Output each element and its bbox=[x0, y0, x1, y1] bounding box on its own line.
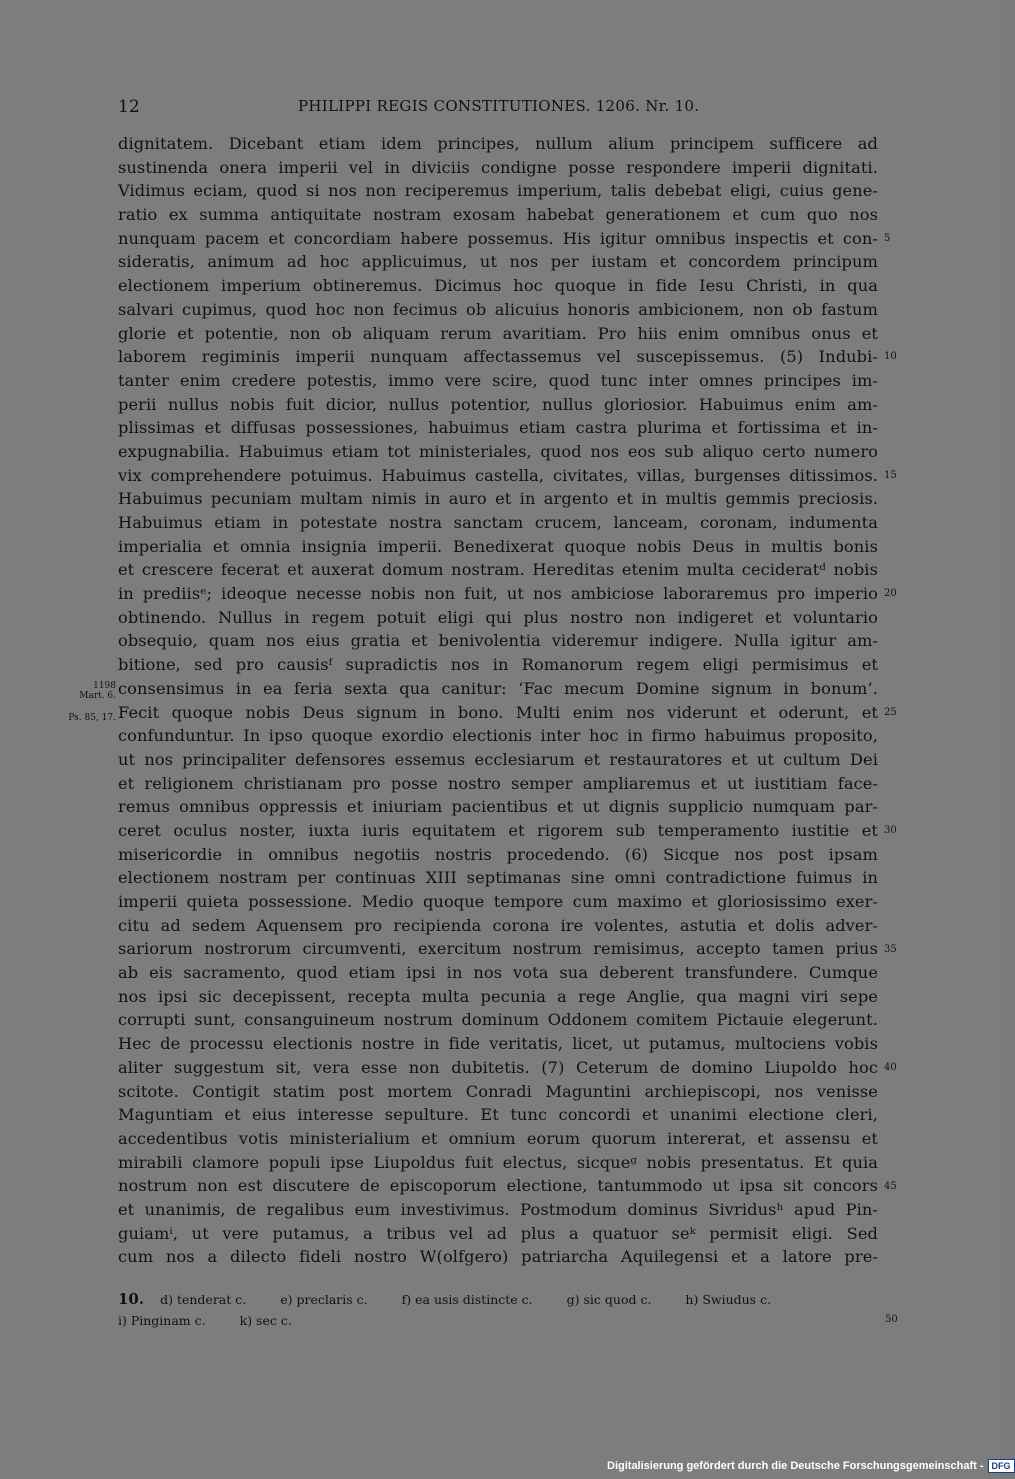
footnotes bbox=[118, 1288, 878, 1332]
footnote-line bbox=[118, 1288, 878, 1310]
text-line: Hec de processu electionis nostre in fide veritatis, licet, ut putamus, multociens vobis bbox=[118, 1034, 878, 1054]
line-number: 15 bbox=[884, 469, 897, 481]
text-line: et unanimis, de regalibus eum investivimus. Postmodum dominus Sivridusʰ apud Pin- bbox=[118, 1199, 878, 1219]
text-line: aliter suggestum sit, vera esse non dubitetis. (7) Ceterum de domino Liupoldo hoc bbox=[118, 1057, 878, 1077]
footnote: i) Pinginam c. bbox=[118, 1313, 206, 1328]
text-line: Maguntiam et eius interesse sepulture. Et tunc concordi et unanimi electione cleri, bbox=[118, 1105, 878, 1125]
line-number: 35 bbox=[884, 943, 897, 955]
text-line: salvari cupimus, quod hoc non fecimus ob alicuius honoris ambicionem, non ob fastum bbox=[118, 299, 878, 319]
line-number: 30 bbox=[884, 825, 897, 837]
margin-psalm-ref: Ps. 85, 17. bbox=[68, 713, 116, 723]
text-line: misericordie in omnibus negotiis nostris procedendo. (6) Sicque nos post ipsam bbox=[118, 844, 878, 864]
margin-date-year: 1198 bbox=[93, 681, 116, 691]
margin-date-day: Mart. 6. bbox=[79, 691, 116, 701]
text-line: Habuimus etiam in potestate nostra sanctam crucem, lanceam, coronam, indumenta bbox=[118, 513, 878, 532]
line-number-50: 50 bbox=[885, 1314, 898, 1325]
text-line: ut nos principaliter defensores essemus ecclesiarum et restauratores et ut cultum Dei bbox=[118, 749, 878, 769]
text-line: electionem nostram per continuas XIII septimanas sine omni contradictione fuimus in bbox=[118, 868, 878, 888]
text-line: ab eis sacramento, quod etiam ipsi in nos vota sua deberent transfundere. Cumque bbox=[118, 963, 878, 983]
text-line: Fecit quoque nobis Deus signum in bono. Multi enim nos viderunt et oderunt, et bbox=[118, 702, 878, 722]
text-line: nostrum non est discutere de episcoporum electione, tantummodo ut ipsa sit concors bbox=[118, 1176, 878, 1196]
text-line: in prediisᵉ; ideoque necesse nobis non fuit, ut nos ambiciose laboraremus pro imperio bbox=[118, 584, 878, 604]
footnote: g) sic quod c. bbox=[566, 1292, 652, 1307]
line-number: 20 bbox=[884, 588, 897, 600]
text-line: dignitatem. Dicebant etiam idem principes, nullum alium principem sufficere ad bbox=[118, 134, 878, 153]
text-line: ceret oculus noster, iuxta iuris equitatem et rigorem sub temperamento iustitie et bbox=[118, 820, 878, 840]
text-line: obtinendo. Nullus in regem potuit eligi qui plus nostro non indigeret et voluntario bbox=[118, 607, 878, 627]
text-line: plissimas et diffusas possessiones, habuimus etiam castra plurima et fortissima et in- bbox=[118, 418, 878, 438]
text-line: vix comprehendere potuimus. Habuimus castella, civitates, villas, burgenses ditissimos. bbox=[118, 465, 878, 485]
footer-text: Digitalisierung gefördert durch die Deutsche Forschungsgemeinschaft - bbox=[607, 1460, 984, 1472]
text-line: et religionem christianam pro posse nostro semper ampliaremus et ut iustitiam face- bbox=[118, 773, 878, 793]
text-line: bitione, sed pro causisᶠ supradictis nos in Romanorum regem eligi permisimus et bbox=[118, 655, 878, 675]
dfg-logo: DFG bbox=[988, 1459, 1015, 1473]
text-line: tanter enim credere potestis, immo vere scire, quod tunc inter omnes principes im- bbox=[118, 370, 878, 390]
line-number: 5 bbox=[884, 232, 891, 244]
text-line: cum nos a dilecto fideli nostro W(olfgero) patriarcha Aquilegensi et a latore pre- bbox=[118, 1247, 878, 1267]
text-line: sariorum nostrorum circumventi, exercitum nostrum remisimus, accepto tamen prius bbox=[118, 939, 878, 959]
text-line: guiamⁱ, ut vere putamus, a tribus vel ad plus a quatuor seᵏ permisit eligi. Sed bbox=[118, 1223, 878, 1243]
text-line: citu ad sedem Aquensem pro recipienda corona ire volentes, astutia et dolis adver- bbox=[118, 915, 878, 935]
footnote: k) sec c. bbox=[239, 1313, 292, 1328]
footnote-line bbox=[118, 1310, 878, 1332]
text-line: remus omnibus oppressis et iniuriam pacientibus et ut dignis supplicio numquam par- bbox=[118, 797, 878, 817]
text-line: Vidimus eciam, quod si nos non reciperemus imperium, talis debebat eligi, cuius gene- bbox=[118, 181, 878, 201]
footnote: f) ea usis distincte c. bbox=[401, 1292, 533, 1307]
text-line: et crescere fecerat et auxerat domum nostram. Hereditas etenim multa cecideratᵈ nobis bbox=[118, 560, 878, 580]
text-line: Habuimus pecuniam multam nimis in auro et in argento et in multis gemmis preciosis. bbox=[118, 489, 878, 509]
line-number: 45 bbox=[884, 1180, 897, 1192]
text-line: imperialia et omnia insignia imperii. Benedixerat quoque nobis Deus in multis bonis bbox=[118, 536, 878, 556]
text-line: ratio ex summa antiquitate nostram exosam habebat generationem et cum quo nos bbox=[118, 205, 878, 225]
text-line: obsequio, quam nos eius gratia et benivolentia videremur indigere. Nulla igitur am- bbox=[118, 631, 878, 651]
text-line: glorie et potentie, non ob aliquam rerum avaritiam. Pro hiis enim omnibus onus et bbox=[118, 323, 878, 343]
footnote: e) preclaris c. bbox=[280, 1292, 368, 1307]
text-line: scitote. Contigit statim post mortem Conradi Maguntini archiepiscopi, nos venisse bbox=[118, 1081, 878, 1101]
line-number: 40 bbox=[884, 1062, 897, 1074]
page-number: 12 bbox=[118, 97, 140, 117]
text-line: imperii quieta possessione. Medio quoque tempore cum maximo et gloriosissimo exer- bbox=[118, 892, 878, 911]
margin-date bbox=[58, 681, 116, 701]
running-title: PHILIPPI REGIS CONSTITUTIONES. 1206. Nr. 10. bbox=[298, 97, 700, 115]
text-line: perii nullus nobis fuit dicior, nullus potentior, nullus gloriosior. Habuimus enim am- bbox=[118, 394, 878, 414]
text-line: mirabili clamore populi ipse Liupoldus fuit electus, sicqueᵍ nobis presentatus. Et quia bbox=[118, 1152, 878, 1172]
text-line: confunduntur. In ipso quoque exordio electionis inter hoc in firmo habuimus proposito, bbox=[118, 726, 878, 746]
text-line: corrupti sunt, consanguineum nostrum dominum Oddonem comitem Pictauie elegerunt. bbox=[118, 1010, 878, 1030]
text-line: laborem regiminis imperii nunquam affectassemus vel suscepissemus. (5) Indubi- bbox=[118, 347, 878, 367]
text-line: accedentibus votis ministerialium et omnium eorum quorum intererat, et assensu et bbox=[118, 1128, 878, 1148]
text-line: expugnabilia. Habuimus etiam tot ministeriales, quod nos eos sub aliquo certo numero bbox=[118, 441, 878, 461]
footnote-document-number: 10. bbox=[118, 1290, 145, 1308]
digitization-footer bbox=[607, 1459, 1015, 1473]
text-line: sustinenda onera imperii vel in diviciis condigne posse respondere imperii dignitati. bbox=[118, 157, 878, 177]
page-header bbox=[118, 97, 880, 121]
line-number: 10 bbox=[884, 351, 897, 363]
footnote: d) tenderat c. bbox=[160, 1292, 247, 1307]
text-line: electionem imperium obtineremus. Dicimus hoc quoque in fide Iesu Christi, in qua bbox=[118, 276, 878, 296]
text-line: sideratis, animum ad hoc applicuimus, ut nos per iustam et concordem principum bbox=[118, 252, 878, 272]
text-line: consensimus in ea feria sexta qua canitur: ‘Fac mecum Domine signum in bonum’. bbox=[118, 678, 878, 698]
footnote: h) Swiudus c. bbox=[685, 1292, 772, 1307]
text-line: nunquam pacem et concordiam habere possemus. His igitur omnibus inspectis et con- bbox=[118, 228, 878, 248]
body-text bbox=[118, 132, 878, 1269]
line-number: 25 bbox=[884, 706, 897, 718]
text-line: nos ipsi sic decepissent, recepta multa pecunia a rege Anglie, qua magni viri sepe bbox=[118, 986, 878, 1006]
